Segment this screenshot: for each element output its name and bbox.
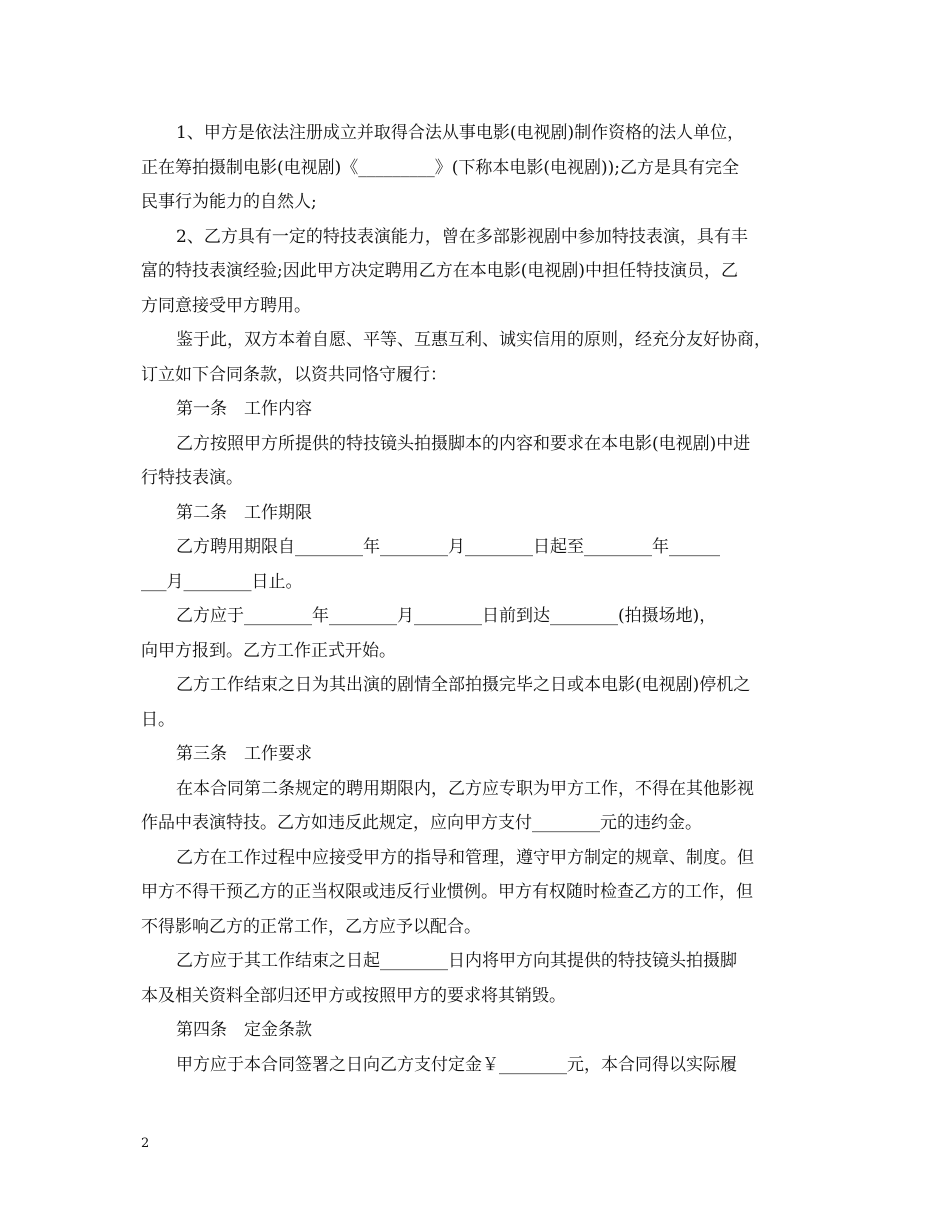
section-heading: 第三条 工作要求 (176, 744, 312, 764)
text-line: 本及相关资料全部归还甲方或按照甲方的要求将其销毁。 (141, 985, 566, 1006)
text-line: 日。 (141, 709, 175, 730)
section-heading: 第一条 工作内容 (176, 399, 312, 419)
text-line: 订立如下合同条款，以资共同恪守履行： (141, 364, 447, 385)
document-body (141, 116, 813, 1082)
text-line: 正在筹拍摄制电影(电视剧)《_________》(下称本电影(电视剧));乙方是具有完全 (141, 157, 740, 178)
text-line: 乙方在工作过程中应接受甲方的指导和管理，遵守甲方制定的规章、制度。但 (176, 847, 754, 868)
text-line: 2、乙方具有一定的特技表演能力，曾在多部影视剧中参加特技表演，具有丰 (176, 226, 748, 247)
text-line: 行特技表演。 (141, 468, 243, 488)
text-line: 不得影响乙方的正常工作，乙方应予以配合。 (141, 916, 481, 937)
section-heading: 第四条 定金条款 (176, 1020, 312, 1040)
page-number: 2 (141, 1136, 150, 1151)
text-line: 乙方应于其工作结束之日起________日内将甲方向其提供的特技镜头拍摄脚 (176, 951, 737, 971)
text-line: 鉴于此，双方本着自愿、平等、互惠互利、诚实信用的原则，经充分友好协商， (176, 330, 771, 350)
text-line: 甲方不得干预乙方的正当权限或违反行业惯例。甲方有权随时检查乙方的工作，但 (141, 882, 753, 902)
text-line: 向甲方报到。乙方工作正式开始。 (141, 640, 396, 661)
text-line: 在本合同第二条规定的聘用期限内，乙方应专职为甲方工作，不得在其他影视 (176, 778, 754, 799)
text-line: 方同意接受甲方聘用。 (141, 295, 311, 316)
text-line: 甲方应于本合同签署之日向乙方支付定金￥________元，本合同得以实际履 (176, 1054, 737, 1075)
section-heading: 第二条 工作期限 (176, 502, 312, 523)
text-line: 1、甲方是依法注册成立并取得合法从事电影(电视剧)制作资格的法人单位， (176, 123, 745, 143)
text-line: 富的特技表演经验;因此甲方决定聘用乙方在本电影(电视剧)中担任特技演员，乙 (141, 261, 738, 281)
text-line: 乙方聘用期限自________年________月________日起至________年______ (176, 537, 720, 557)
text-line: ___月________日止。 (141, 571, 303, 592)
text-line: 作品中表演特技。乙方如违反此规定，应向甲方支付________元的违约金。 (141, 813, 702, 833)
text-line: 民事行为能力的自然人; (141, 192, 317, 212)
text-line: 乙方工作结束之日为其出演的剧情全部拍摄完毕之日或本电影(电视剧)停机之 (176, 675, 751, 695)
text-line: 乙方应于________年________月________日前到达________(拍摄场地)， (176, 606, 717, 626)
text-line: 乙方按照甲方所提供的特技镜头拍摄脚本的内容和要求在本电影(电视剧)中进 (176, 433, 751, 454)
